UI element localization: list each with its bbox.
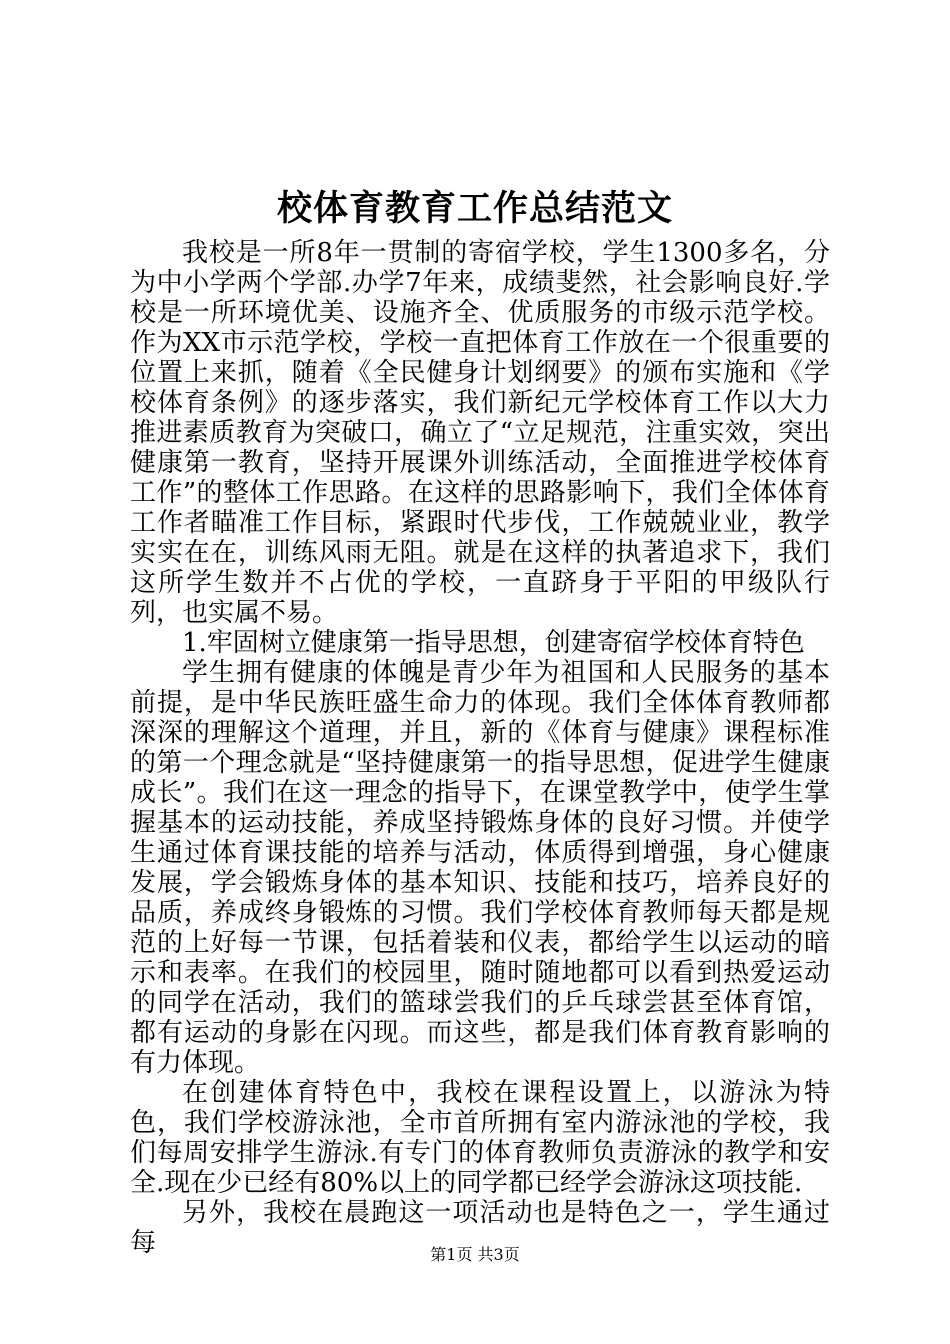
paragraph-swimming: 在创建体育特色中，我校在课程设置上，以游泳为特色，我们学校游泳池，全市首所拥有室内游泳池的学校，我们每周安排学生游泳.有专门的体育教师负责游泳的教学和安全.现在少已经有80%以上的同学都已经学会游泳这项技能. <box>130 1078 830 1198</box>
paragraph-health: 学生拥有健康的体魄是青少年为祖国和人民服务的基本前提，是中华民族旺盛生命力的体现。我们全体体育教师都深深的理解这个道理，并且，新的《体育与健康》课程标准的第一个理念就是“坚持健康第一的指导思想，促进学生健康成长”。我们在这一理念的指导下，在课堂教学中，使学生掌握基本的运动技能，养成坚持锻炼身体的良好习惯。并使学生通过体育课技能的培养与活动，体质得到增强，身心健康发展，学会锻炼身体的基本知识、技能和技巧，培养良好的品质，养成终身锻炼的习惯。我们学校体育教师每天都是规范的上好每一节课，包括着装和仪表，都给学生以运动的暗示和表率。在我们的校园里，随时随地都可以看到热爱运动的同学在活动，我们的篮球尝我们的乒乓球尝甚至体育馆，都有运动的身影在闪现。而这些，都是我们体育教育影响的有力体现。 <box>130 658 830 1078</box>
paragraph-intro: 我校是一所8年一贯制的寄宿学校，学生1300多名，分为中小学两个学部.办学7年来，成绩斐然，社会影响良好.学校是一所环境优美、设施齐全、优质服务的市级示范学校。作为XX市示范学校，学校一直把体育工作放在一个很重要的位置上来抓，随着《全民健身计划纲要》的颁布实施和《学校体育条例》的逐步落实，我们新纪元学校体育工作以大力推进素质教育为突破口，确立了“立足规范，注重实效，突出健康第一教育，坚持开展课外训练活动，全面推进学校体育工作”的整体工作思路。在这样的思路影响下，我们全体体育工作者瞄准工作目标，紧跟时代步伐，工作兢兢业业，教学实实在在，训练风雨无阻。就是在这样的执著追求下，我们这所学生数并不占优的学校，一直跻身于平阳的甲级队行列，也实属不易。 <box>130 238 830 628</box>
document-title: 校体育教育工作总结范文 <box>276 188 673 229</box>
paragraph-morning-run: 另外，我校在晨跑这一项活动也是特色之一，学生通过每 <box>130 1198 830 1258</box>
document-body <box>130 238 830 1258</box>
page-number-footer: 第1页 共3页 <box>430 1245 520 1264</box>
section-heading: 1.牢固树立健康第一指导思想，创建寄宿学校体育特色 <box>182 628 805 658</box>
